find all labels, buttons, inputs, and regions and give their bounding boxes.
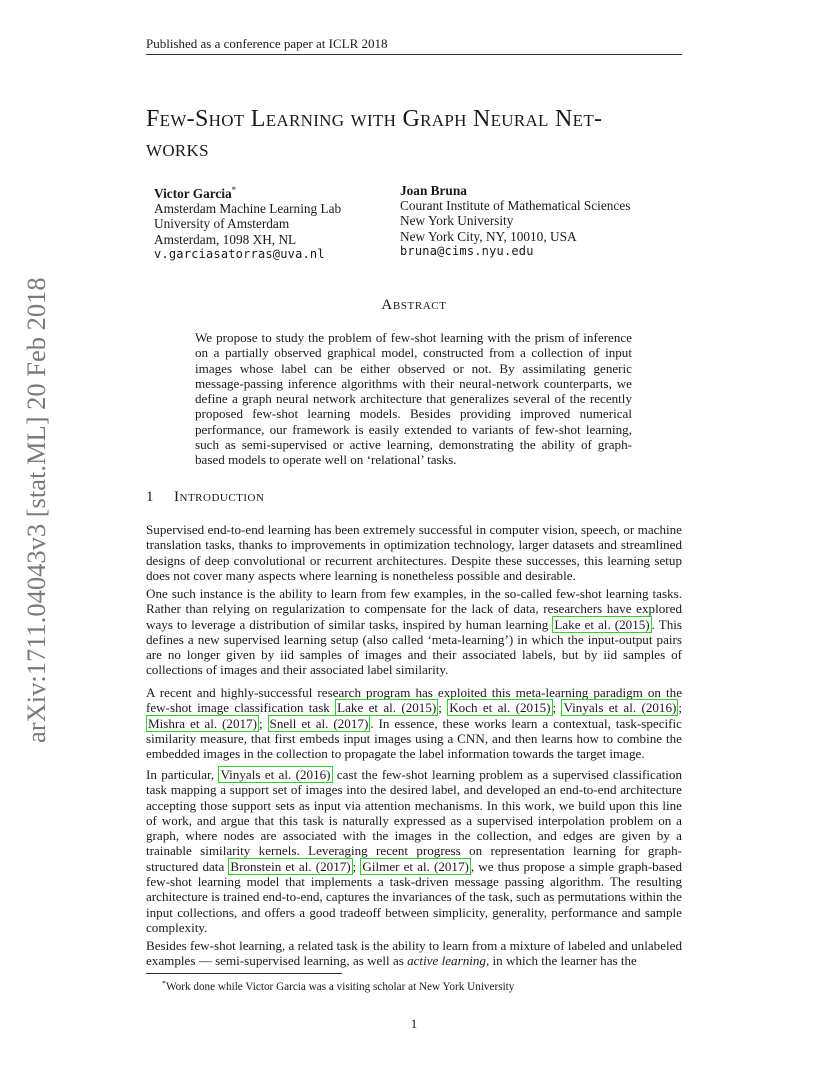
paragraph-4: In particular, Vinyals et al. (2016) cast the few-shot learning problem as a supervised classification task mapping a support set of images into the desired label, and developed an end-to-end architecture accepting those support sets as input via attention mechanisms. In this work, we build upon this line of work, and argue that this task is naturally expressed as a supervised interpolation problem on a graph, where nodes are associated with the images in the collection, and edges are given by a trainable similarity kernels. Leveraging recent progress on representation learning for graph-structured data Bronstein et al. (2017) ; Gilmer et al. (2017) , we thus propose a simple graph-based few-shot learning model that implements a task-driven message passing algorithm. The resulting architecture is trained end-to-end, captures the invariances of the task, such as permutations within the input collections, and offers a good tradeoff between simplicity, generality, performance and sample complexity. bbox=[146, 767, 682, 935]
citation-link[interactable]: Lake et al. (2015) bbox=[337, 700, 437, 716]
affiliation-line: Courant Institute of Mathematical Sciences bbox=[400, 198, 631, 214]
author-block-1 bbox=[154, 183, 341, 262]
header-rule bbox=[146, 54, 682, 55]
author-email[interactable]: bruna@cims.nyu.edu bbox=[400, 243, 534, 258]
affiliation-line: New York City, NY, 10010, USA bbox=[400, 228, 577, 244]
page-number: 1 bbox=[410, 1016, 418, 1031]
footnote-rule bbox=[146, 973, 342, 974]
citation-link[interactable]: Snell et al. (2017) bbox=[269, 715, 369, 731]
citation-link[interactable]: Vinyals et al. (2016) bbox=[563, 700, 677, 716]
paper-title bbox=[146, 104, 706, 164]
running-header: Published as a conference paper at ICLR 2018 bbox=[146, 36, 388, 51]
section-title: Introduction bbox=[174, 489, 265, 505]
section-number: 1 bbox=[146, 489, 154, 505]
citation-link[interactable]: Lake et al. (2015) bbox=[554, 616, 650, 632]
arxiv-stamp: arXiv:1711.04043v3 [stat.ML] 20 Feb 2018 bbox=[21, 277, 51, 743]
author-block-2 bbox=[400, 183, 630, 259]
citation-link[interactable]: Vinyals et al. (2016) bbox=[220, 767, 331, 782]
citation-link[interactable]: Koch et al. (2015) bbox=[449, 700, 551, 716]
affiliation-line: University of Amsterdam bbox=[154, 216, 290, 232]
author-name: Joan Bruna bbox=[400, 183, 467, 198]
author-email[interactable]: v.garciasatorras@uva.nl bbox=[154, 246, 325, 261]
affiliation-line: New York University bbox=[400, 213, 514, 229]
paragraph-2: One such instance is the ability to learn from few examples, in the so-called few-shot learning tasks. Rather than relying on regularization to compensate for the lack of data, researchers have explored ways to leverage a distribution of similar tasks, inspired by human learning Lake et al. (2015) . This defines a new supervised learning setup (also called ‘meta-learning’) in which the input-output pairs are no longer given by iid samples of images and their associated labels, but by iid samples of collections of images and their associated label similarity. bbox=[146, 586, 682, 678]
affiliation-line: Amsterdam Machine Learning Lab bbox=[154, 201, 342, 217]
paragraph-3: A recent and highly-successful research program has exploited this meta-learning paradigm on the few-shot image classification task Lake et al. (2015) ; Koch et al. (2015) ; Vinyals et al. (2016) ; Mishra et al. (2017) ; Snell et al. (2017) . In essence, these works learn a contextual, task-specific similarity measure, that first embeds input images using a CNN, and then learns how to combine the embedded images in the collection to propagate the label information towards the target image. bbox=[146, 685, 683, 762]
title-line-2: works bbox=[146, 136, 209, 162]
footnote: *Work done while Victor Garcia was a visiting scholar at New York University bbox=[162, 979, 515, 993]
paragraph-5: Besides few-shot learning, a related task is the ability to learn from a mixture of labeled and unlabeled examples — semi-supervised learning, as well as active learning, in which the learner has the bbox=[146, 938, 682, 969]
abstract-heading: Abstract bbox=[381, 297, 447, 313]
paragraph-1: Supervised end-to-end learning has been extremely successful in computer vision, speech, or machine translation tasks, thanks to improvements in optimization technology, larger datasets and streamlined designs of deep convolutional or recurrent architectures. Despite these successes, this learning setup does not cover many aspects where learning is nonetheless possible and desirable. bbox=[146, 522, 682, 583]
citation-link[interactable]: Bronstein et al. (2017) bbox=[230, 858, 351, 874]
section-heading bbox=[146, 489, 264, 506]
citation-link[interactable]: Mishra et al. (2017) bbox=[148, 715, 257, 731]
abstract-text: We propose to study the problem of few-shot learning with the prism of inference on a partially observed graphical model, constructed from a collection of input images whose label can be either observed or not. By assimilating generic message-passing inference algorithms with their neural-network counterparts, we define a graph neural network architecture that generalizes several of the recently proposed few-shot learning models. Besides providing improved numerical performance, our framework is easily extended to variants of few-shot learning, such as semi-supervised or active learning, demonstrating the ability of graph-based models to operate well on ‘relational’ tasks. bbox=[195, 330, 632, 468]
title-line-1: Few-Shot Learning with Graph Neural Net- bbox=[146, 106, 603, 132]
citation-link[interactable]: Gilmer et al. (2017) bbox=[362, 858, 469, 874]
author-name: Victor Garcia* bbox=[154, 185, 237, 201]
affiliation-line: Amsterdam, 1098 XH, NL bbox=[154, 231, 297, 247]
